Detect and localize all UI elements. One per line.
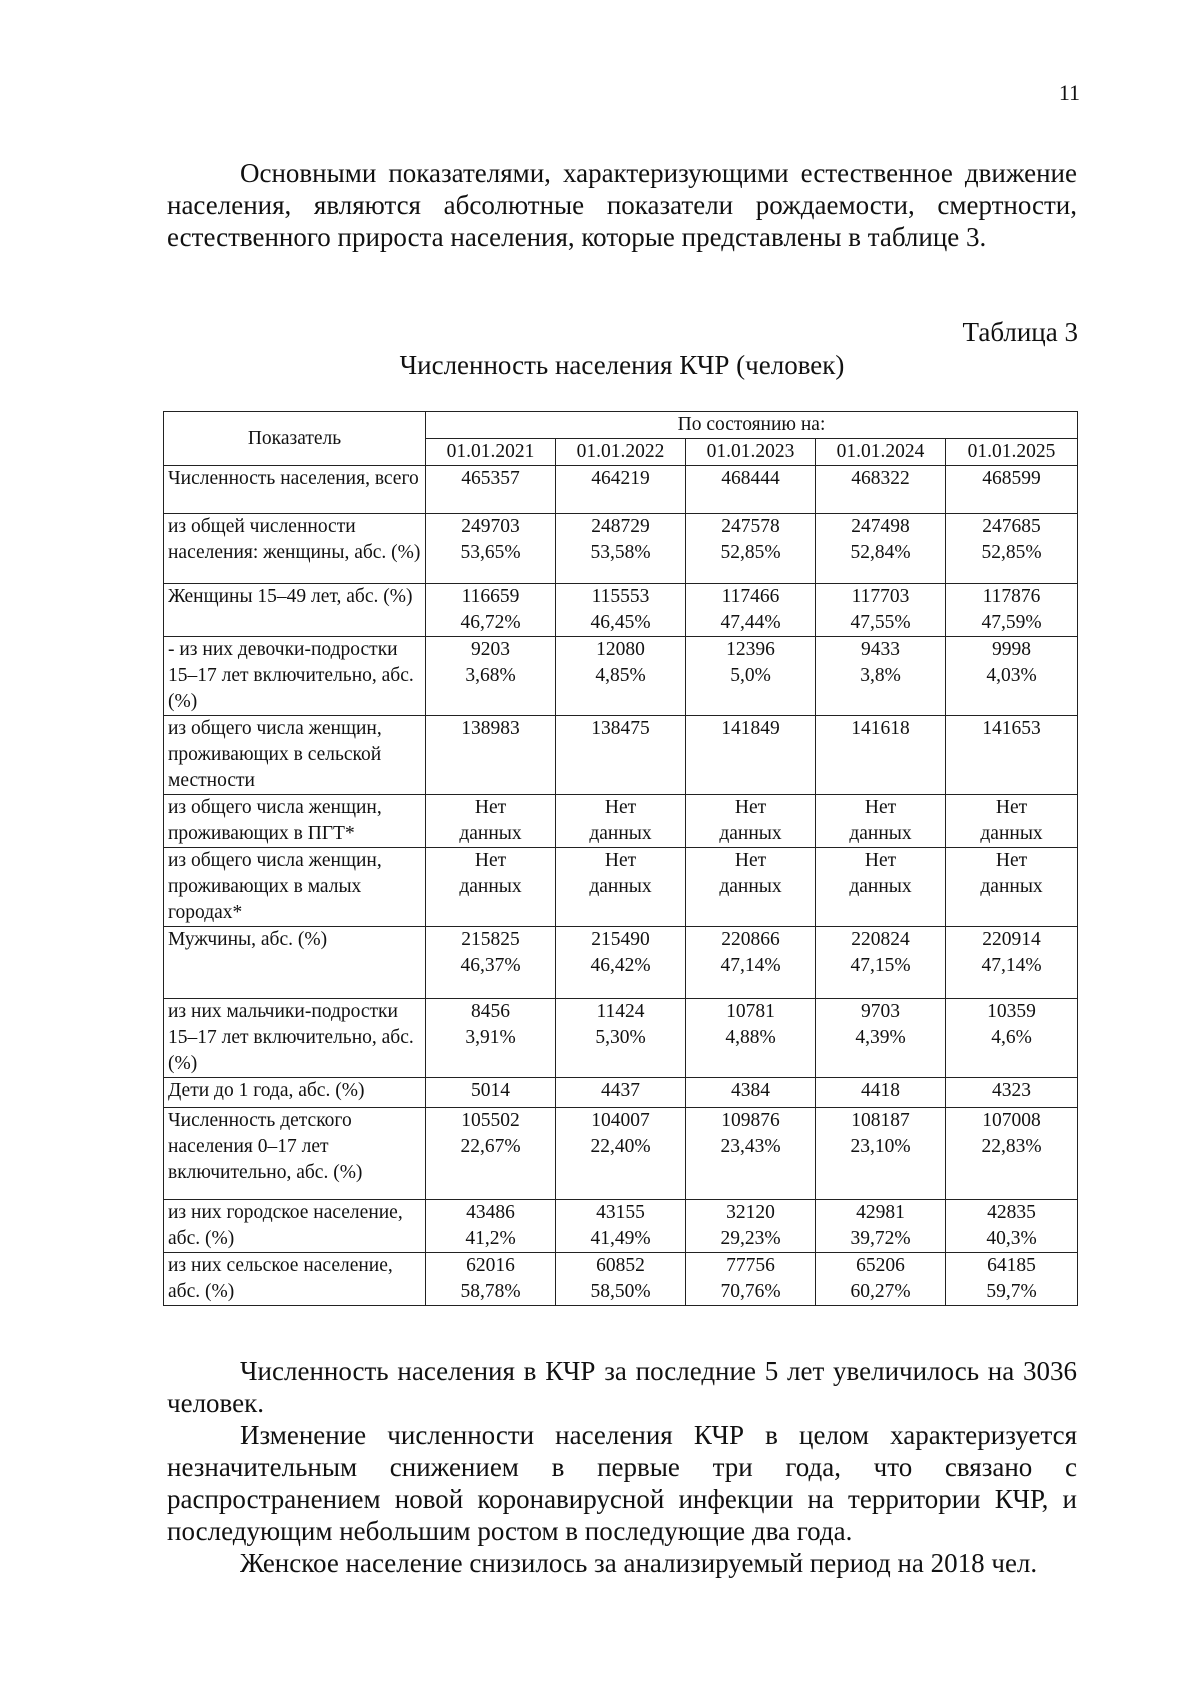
value-cell [556, 927, 686, 999]
cell-value: 70,76% [720, 1281, 781, 1302]
cell-value: 42981 [856, 1202, 905, 1223]
value-cell [426, 1078, 556, 1108]
value-cell [816, 514, 946, 584]
cell-value: данных [980, 876, 1043, 897]
cell-value: данных [719, 823, 782, 844]
cell-value: 465357 [461, 468, 520, 489]
cell-value: 141618 [851, 718, 910, 739]
value-cell [426, 514, 556, 584]
cell-value: данных [589, 876, 652, 897]
row-label: из общего числа женщин, проживающих в малых городах* [164, 848, 426, 927]
cell-value: данных [589, 823, 652, 844]
value-cell [426, 1108, 556, 1200]
cell-value: 47,44% [720, 612, 781, 633]
cell-value: 215825 [461, 929, 520, 950]
cell-value: 46,45% [590, 612, 651, 633]
value-cell [946, 1253, 1078, 1306]
value-cell [816, 927, 946, 999]
conclusion-paragraph: Женское население снизилось за анализируемый период на 2018 чел. [240, 1548, 1038, 1578]
value-cell [686, 999, 816, 1078]
value-cell [686, 637, 816, 716]
cell-value: 117876 [982, 586, 1041, 607]
cell-value: 60852 [596, 1255, 645, 1276]
cell-value: данных [459, 876, 522, 897]
value-cell [686, 927, 816, 999]
header-date: 01.01.2023 [686, 439, 816, 466]
cell-value: 22,83% [981, 1136, 1042, 1157]
cell-value: 117703 [851, 586, 910, 607]
cell-value: 10781 [726, 1001, 775, 1022]
header-date: 01.01.2022 [556, 439, 686, 466]
cell-value: 41,49% [590, 1228, 651, 1249]
cell-value: 4384 [731, 1080, 770, 1101]
value-cell [426, 637, 556, 716]
cell-value: 464219 [591, 468, 650, 489]
value-cell [686, 716, 816, 795]
row-label: Численность населения, всего [164, 466, 426, 514]
cell-value: 10359 [987, 1001, 1036, 1022]
cell-value: 60,27% [850, 1281, 911, 1302]
value-cell [426, 1200, 556, 1253]
value-cell [556, 514, 686, 584]
cell-value: данных [849, 876, 912, 897]
cell-value: Нет [864, 850, 897, 871]
value-cell [816, 999, 946, 1078]
value-cell [816, 466, 946, 514]
value-cell [426, 999, 556, 1078]
table-label: Таблица 3 [962, 317, 1078, 347]
value-cell [946, 1200, 1078, 1253]
row-label: - из них девочки-подростки 15–17 лет включительно, абс. (%) [164, 637, 426, 716]
value-cell [556, 716, 686, 795]
cell-value: 220914 [982, 929, 1041, 950]
value-cell [556, 1253, 686, 1306]
value-cell [556, 466, 686, 514]
cell-value: 4418 [861, 1080, 900, 1101]
value-cell [686, 466, 816, 514]
cell-value: 64185 [987, 1255, 1036, 1276]
cell-value: 12080 [596, 639, 645, 660]
table-row [164, 927, 1078, 999]
cell-value: 3,68% [465, 665, 516, 686]
cell-value: 116659 [461, 586, 520, 607]
cell-value: Нет [474, 797, 507, 818]
header-date: 01.01.2024 [816, 439, 946, 466]
value-cell [816, 584, 946, 637]
conclusion-paragraph: Изменение численности населения КЧР в целом характеризуется незначительным снижением в первые три года, что связано с распространением новой коронавирусной инфекции на территории КЧР, и последующим небольшим ростом в последующие два года. [167, 1420, 1077, 1546]
value-cell [946, 927, 1078, 999]
value-cell [946, 795, 1078, 848]
cell-value: 108187 [851, 1110, 910, 1131]
row-label: Мужчины, абс. (%) [164, 927, 426, 999]
value-cell [946, 848, 1078, 927]
cell-value: 104007 [591, 1110, 650, 1131]
cell-value: Нет [864, 797, 897, 818]
value-cell [816, 848, 946, 927]
value-cell [556, 999, 686, 1078]
cell-value: Нет [995, 850, 1028, 871]
cell-value: 468444 [721, 468, 780, 489]
cell-value: 107008 [982, 1110, 1041, 1131]
cell-value: 23,43% [720, 1136, 781, 1157]
cell-value: Нет [604, 797, 637, 818]
cell-value: 58,50% [590, 1281, 651, 1302]
conclusion-paragraph: Численность населения в КЧР за последние 5 лет увеличилось на 3036 человек. [167, 1356, 1077, 1418]
table-row [164, 1253, 1078, 1306]
intro-paragraph: Основными показателями, характеризующими естественное движение населения, являются абсолютные показатели рождаемости, смертности, естественного прироста населения, которые представлены в таблице 3. [167, 158, 1077, 252]
cell-value: 138983 [461, 718, 520, 739]
cell-value: Нет [604, 850, 637, 871]
row-label: Дети до 1 года, абс. (%) [164, 1078, 426, 1108]
value-cell [946, 584, 1078, 637]
table-row [164, 795, 1078, 848]
row-label: из них сельское население, абс. (%) [164, 1253, 426, 1306]
cell-value: Нет [995, 797, 1028, 818]
value-cell [686, 848, 816, 927]
value-cell [946, 637, 1078, 716]
cell-value: 22,67% [460, 1136, 521, 1157]
cell-value: 39,72% [850, 1228, 911, 1249]
value-cell [686, 1200, 816, 1253]
value-cell [816, 1078, 946, 1108]
value-cell [816, 1253, 946, 1306]
table-row [164, 1200, 1078, 1253]
header-indicator: Показатель [164, 412, 426, 466]
table-row [164, 1078, 1078, 1108]
cell-value: 141653 [982, 718, 1041, 739]
cell-value: 29,23% [720, 1228, 781, 1249]
value-cell [426, 466, 556, 514]
cell-value: данных [849, 823, 912, 844]
cell-value: 468322 [851, 468, 910, 489]
cell-value: 11424 [596, 1001, 645, 1022]
value-cell [686, 1253, 816, 1306]
cell-value: 47,59% [981, 612, 1042, 633]
cell-value: 9998 [992, 639, 1032, 660]
cell-value: Нет [734, 850, 767, 871]
value-cell [816, 716, 946, 795]
cell-value: 247498 [851, 516, 910, 537]
table-title: Численность населения КЧР (человек) [399, 350, 845, 380]
cell-value: 62016 [466, 1255, 515, 1276]
value-cell [946, 1078, 1078, 1108]
value-cell [426, 848, 556, 927]
value-cell [426, 584, 556, 637]
table-row [164, 466, 1078, 514]
cell-value: 40,3% [986, 1228, 1037, 1249]
row-label: из общего числа женщин, проживающих в ПГТ* [164, 795, 426, 848]
cell-value: 77756 [726, 1255, 775, 1276]
cell-value: данных [719, 876, 782, 897]
cell-value: 3,8% [860, 665, 901, 686]
cell-value: 220866 [721, 929, 780, 950]
value-cell [556, 848, 686, 927]
cell-value: 47,14% [720, 955, 781, 976]
cell-value: 59,7% [986, 1281, 1037, 1302]
table-row [164, 514, 1078, 584]
value-cell [816, 795, 946, 848]
cell-value: 9433 [861, 639, 900, 660]
cell-value: 47,15% [850, 955, 911, 976]
value-cell [556, 584, 686, 637]
cell-value: 4,39% [855, 1027, 906, 1048]
value-cell [686, 584, 816, 637]
cell-value: 12396 [726, 639, 775, 660]
cell-value: 115553 [591, 586, 650, 607]
cell-value: 4,88% [725, 1027, 776, 1048]
value-cell [426, 1253, 556, 1306]
cell-value: 247685 [982, 516, 1041, 537]
table-body [164, 466, 1078, 1306]
cell-value: 141849 [721, 718, 780, 739]
value-cell [946, 716, 1078, 795]
cell-value: 117466 [721, 586, 780, 607]
cell-value: 43486 [466, 1202, 515, 1223]
cell-value: 4323 [992, 1080, 1032, 1101]
cell-value: 5,0% [730, 665, 771, 686]
cell-value: 41,2% [465, 1228, 516, 1249]
cell-value: 32120 [726, 1202, 775, 1223]
cell-value: 215490 [591, 929, 650, 950]
row-label: из них мальчики-подростки 15–17 лет включительно, абс. (%) [164, 999, 426, 1078]
value-cell [816, 1108, 946, 1200]
cell-value: 46,37% [460, 955, 521, 976]
value-cell [816, 1200, 946, 1253]
value-cell [426, 927, 556, 999]
cell-value: 47,14% [981, 955, 1042, 976]
cell-value: 468599 [982, 468, 1041, 489]
value-cell [556, 1078, 686, 1108]
page-number: 11 [1058, 80, 1080, 105]
table-row [164, 1108, 1078, 1200]
cell-value: 5014 [471, 1080, 510, 1101]
value-cell [426, 795, 556, 848]
cell-value: данных [980, 823, 1043, 844]
cell-value: 46,72% [460, 612, 521, 633]
population-table [163, 411, 1078, 1306]
cell-value: 9703 [861, 1001, 900, 1022]
table-row [164, 848, 1078, 927]
cell-value: 43155 [596, 1202, 645, 1223]
cell-value: 52,85% [720, 542, 781, 563]
row-label: Женщины 15–49 лет, абс. (%) [164, 584, 426, 637]
table-row [164, 716, 1078, 795]
cell-value: 4,85% [595, 665, 646, 686]
cell-value: 4437 [601, 1080, 640, 1101]
row-label: из общей численности населения: женщины, абс. (%) [164, 514, 426, 584]
row-label: из общего числа женщин, проживающих в сельской местности [164, 716, 426, 795]
cell-value: 109876 [721, 1110, 780, 1131]
table-row [164, 999, 1078, 1078]
value-cell [946, 999, 1078, 1078]
cell-value: 9203 [471, 639, 510, 660]
value-cell [686, 1078, 816, 1108]
value-cell [426, 716, 556, 795]
cell-value: Нет [474, 850, 507, 871]
cell-value: 42835 [987, 1202, 1036, 1223]
value-cell [556, 1200, 686, 1253]
cell-value: данных [459, 823, 522, 844]
value-cell [946, 466, 1078, 514]
conclusion-text [167, 1355, 1077, 1579]
cell-value: Нет [734, 797, 767, 818]
cell-value: 247578 [721, 516, 780, 537]
cell-value: 4,6% [991, 1027, 1032, 1048]
header-date-group: По состоянию на: [426, 412, 1078, 439]
cell-value: 248729 [591, 516, 650, 537]
table-row [164, 637, 1078, 716]
value-cell [816, 637, 946, 716]
value-cell [556, 637, 686, 716]
cell-value: 58,78% [460, 1281, 521, 1302]
value-cell [556, 1108, 686, 1200]
value-cell [556, 795, 686, 848]
cell-value: 4,03% [986, 665, 1037, 686]
cell-value: 23,10% [850, 1136, 911, 1157]
cell-value: 220824 [851, 929, 910, 950]
cell-value: 46,42% [590, 955, 651, 976]
cell-value: 105502 [461, 1110, 520, 1131]
header-date: 01.01.2025 [946, 439, 1078, 466]
value-cell [946, 514, 1078, 584]
header-date: 01.01.2021 [426, 439, 556, 466]
table-row [164, 584, 1078, 637]
value-cell [946, 1108, 1078, 1200]
table-header-row [164, 412, 1078, 439]
cell-value: 22,40% [590, 1136, 651, 1157]
cell-value: 53,65% [460, 542, 521, 563]
value-cell [686, 514, 816, 584]
cell-value: 138475 [591, 718, 650, 739]
cell-value: 249703 [461, 516, 520, 537]
row-label: Численность детского населения 0–17 лет включительно, абс. (%) [164, 1108, 426, 1200]
value-cell [686, 1108, 816, 1200]
cell-value: 65206 [856, 1255, 905, 1276]
cell-value: 52,85% [981, 542, 1042, 563]
cell-value: 47,55% [850, 612, 911, 633]
cell-value: 53,58% [590, 542, 651, 563]
row-label: из них городское население, абс. (%) [164, 1200, 426, 1253]
value-cell [686, 795, 816, 848]
cell-value: 3,91% [465, 1027, 516, 1048]
cell-value: 5,30% [595, 1027, 646, 1048]
cell-value: 8456 [471, 1001, 510, 1022]
cell-value: 52,84% [850, 542, 911, 563]
